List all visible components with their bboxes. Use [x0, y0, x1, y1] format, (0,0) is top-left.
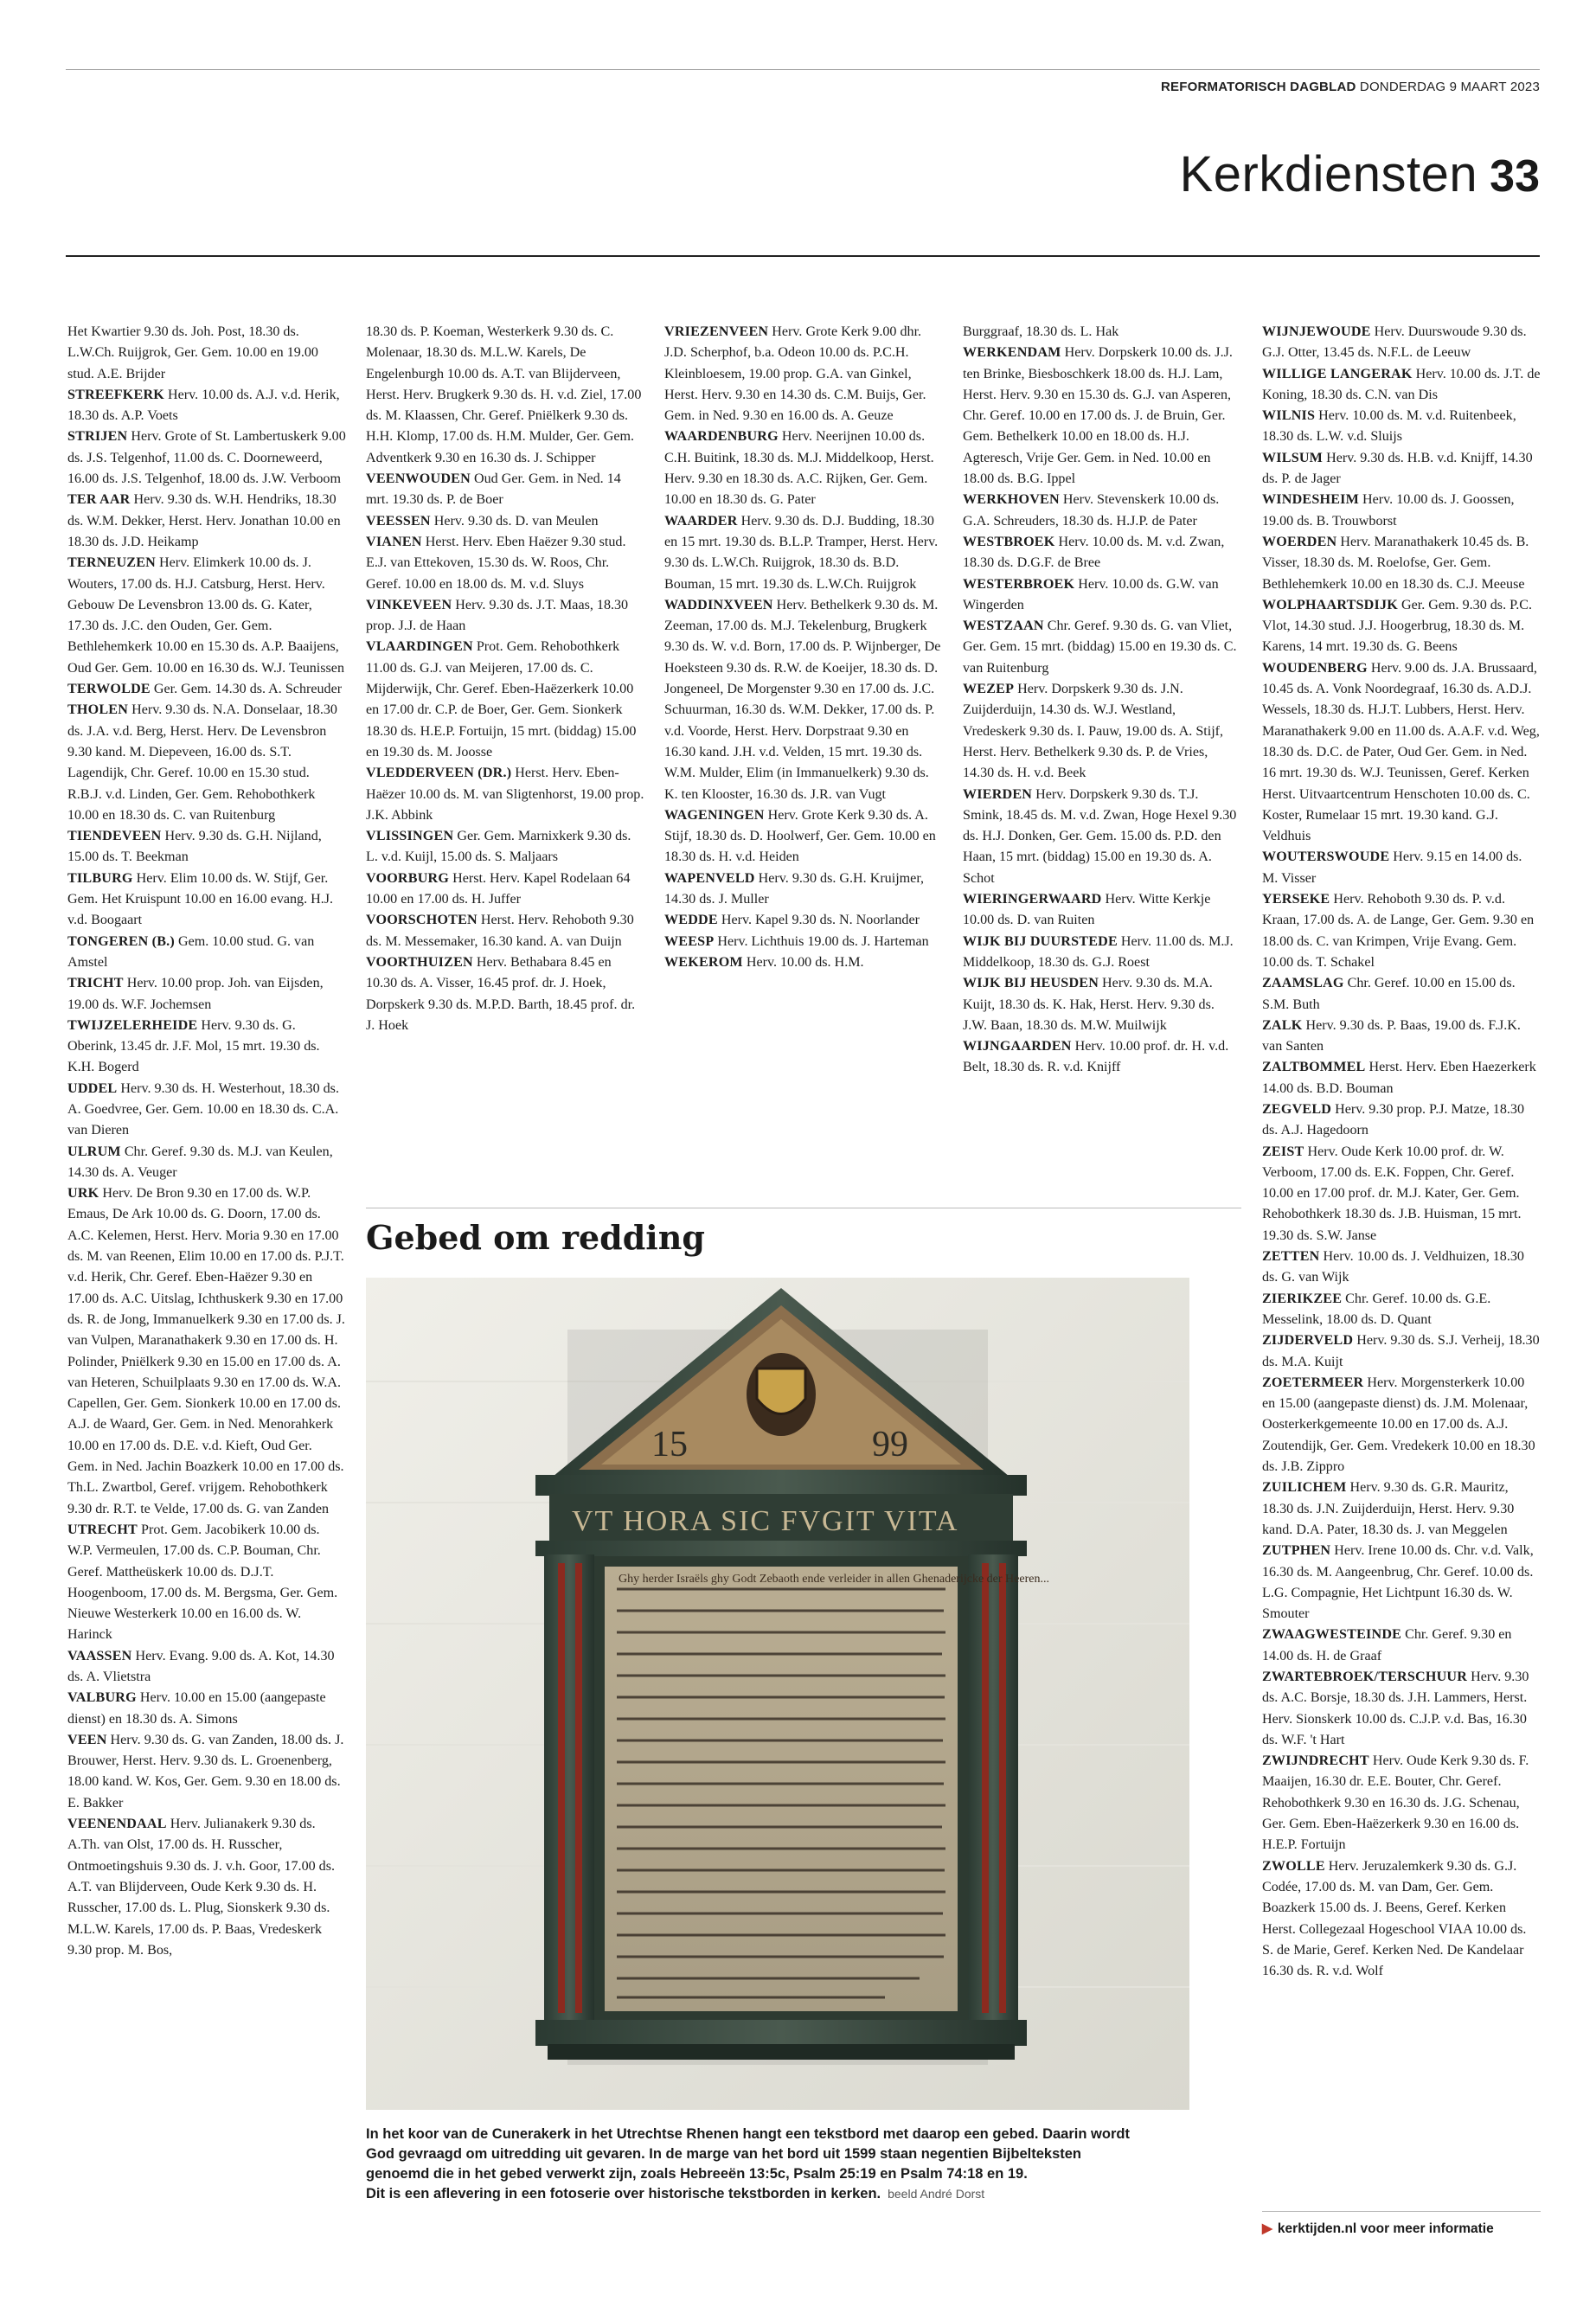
place-name: WESTZAAN	[963, 619, 1044, 634]
service-details: Herv. 9.15 en 14.00 ds. M. Visser	[1262, 849, 1522, 886]
church-listing	[1262, 1057, 1541, 1099]
service-details: Herv. Bethabara 8.45 en 10.30 ds. A. Visser, 16.45 prof. dr. J. Hoek, Dorpskerk 9.30 ds. M.P.D. Barth, 18.45 prof. dr. J. Hoek	[366, 954, 636, 1033]
place-name: WEESP	[664, 933, 715, 949]
place-name: WOUDENBERG	[1262, 660, 1368, 676]
service-details: Herv. 9.30 ds. G. Oberink, 13.45 dr. J.F. Mol, 15 mrt. 19.30 ds. K.H. Bogerd	[67, 1017, 320, 1075]
church-listing	[664, 426, 943, 510]
service-details: Herv. 10.00 ds. J.T. de Koning, 18.30 ds. C.N. van Dis	[1262, 366, 1541, 402]
church-listing	[67, 1016, 346, 1079]
masthead-date: DONDERDAG 9 MAART 2023	[1359, 80, 1540, 94]
church-listing	[67, 322, 346, 385]
section-header	[1180, 145, 1540, 203]
place-name: WAGENINGEN	[664, 807, 765, 823]
place-name: VLAARDINGEN	[366, 639, 473, 655]
church-listing	[1262, 1016, 1541, 1058]
church-listing	[1262, 364, 1541, 407]
church-listing	[67, 553, 346, 679]
service-details: Chr. Geref. 9.30 ds. M.J. van Keulen, 14.30 ds. A. Veuger	[67, 1144, 333, 1180]
place-name: WINDESHEIM	[1262, 492, 1359, 508]
place-name: WIJNJEWOUDE	[1262, 324, 1371, 339]
place-name: ZEGVELD	[1262, 1101, 1332, 1117]
church-listing	[1262, 1247, 1541, 1289]
service-details: Herv. 9.30 ds. W.H. Hendriks, 18.30 ds. W.M. Dekker, Herst. Herv. Jonathan 10.00 en 18.30 ds. J.D. Heikamp	[67, 492, 341, 549]
service-details: Herv. 10.00 prof. dr. H. v.d. Belt, 18.30 ds. R. v.d. Knijff	[963, 1039, 1229, 1075]
church-listing	[67, 973, 346, 1016]
service-details: Het Kwartier 9.30 ds. Joh. Post, 18.30 ds. L.W.Ch. Ruijgrok, Ger. Gem. 10.00 en 19.00 stud. A.E. Brijder	[67, 324, 318, 381]
article-headline: Gebed om redding	[366, 1218, 705, 1257]
service-details: Herv. Grote of St. Lambertuskerk 9.00 ds. J.S. Telgenhof, 11.00 ds. C. Doorneweerd, 16.00 ds. J.S. Telgenhof, 18.00 ds. J.W. Verboom	[67, 429, 346, 487]
place-name: ULRUM	[67, 1144, 121, 1159]
church-listing	[366, 826, 644, 868]
text-board-illustration	[366, 1278, 1189, 2110]
service-details: Herv. Dorpskerk 10.00 ds. J.J. ten Brinke, Biesboschkerk 18.00 ds. H.J. Lam, Herst. Herv. 9.30 en 15.30 ds. G.J. van Asperen, Chr. Geref. 10.00 en 17.00 ds. J. de Bruin, Ger. Gem. Bethelkerk 10.00 en 18.00 ds. H.J. Agteresch, Vrije Ger. Gem. in Ned. 10.00 en 18.00 ds. B.G. Ippel	[963, 345, 1233, 487]
service-details: Herv. Stevenskerk 10.00 ds. G.A. Schreuders, 18.30 ds. H.J.P. de Pater	[963, 492, 1220, 529]
place-name: VOORSCHOTEN	[366, 913, 478, 928]
kerktijden-link[interactable]	[1262, 2211, 1541, 2237]
listing-column-5	[1262, 322, 1541, 1982]
service-details: Oud Ger. Gem. in Ned. 14 mrt. 19.30 ds. P. de Boer	[366, 471, 621, 508]
service-details: Herv. Elim 10.00 ds. W. Stijf, Ger. Gem. Het Kruispunt 10.00 en 16.00 evang. H.J. v.d. Boogaart	[67, 870, 334, 928]
service-details: Herv. 9.00 ds. J.A. Brussaard, 10.45 ds. A. Vonk Noordegraaf, 16.30 ds. A.D.J. Wessels, 18.30 ds. H.J.T. Lubbers, Herst. Herv. Maranathakerk 9.00 en 11.00 ds. A.A.F. v.d. Weg, 18.30 ds. D.C. de Pater, Oud Ger. Gem. in Ned. 16 mrt. 19.30 ds. W.J. Teunissen, Geref. Kerken Herst. Uitvaartcentrum Henschoten 10.00 ds. C. Koster, Rumelaar 15 mrt. 19.30 kand. G.J. Veldhuis	[1262, 660, 1540, 844]
church-listing	[963, 490, 1241, 532]
place-name: ZIERIKZEE	[1262, 1291, 1343, 1306]
place-name: VLISSINGEN	[366, 829, 454, 844]
service-details: Chr. Geref. 10.00 en 15.00 ds. S.M. Buth	[1262, 976, 1516, 1012]
service-details: Herv. Oude Kerk 9.30 ds. F. Maaijen, 16.30 dr. E.E. Bouter, Chr. Geref. Rehobothkerk 9.30 en 16.30 ds. J.G. Schenau, Ger. Gem. Eben-Haëzerkerk 9.30 en 16.00 ds. H.E.P. Fortuijn	[1262, 1753, 1529, 1853]
service-details: Gem. 10.00 stud. G. van Amstel	[67, 933, 315, 970]
service-details: Ger. Gem. 9.30 ds. P.C. Vlot, 14.30 stud. J.J. Hoogerbrug, 18.30 ds. M. Karens, 14 mrt. 19.30 ds. G. Beens	[1262, 597, 1533, 655]
church-listing	[67, 426, 346, 490]
service-details: Herv. Duurswoude 9.30 ds. G.J. Otter, 13.45 ds. N.F.L. de Leeuw	[1262, 324, 1527, 361]
place-name: ZWARTEBROEK/TERSCHUUR	[1262, 1670, 1468, 1684]
service-details: Herv. 9.30 prop. P.J. Matze, 18.30 ds. A.J. Hagedoorn	[1262, 1101, 1525, 1138]
church-listing	[664, 511, 943, 595]
church-listing	[1262, 1751, 1541, 1856]
place-name: WOLPHAARTSDIJK	[1262, 597, 1398, 612]
service-details: Herv. 9.30 ds. D. van Meulen	[430, 513, 599, 529]
church-listing	[67, 385, 346, 427]
kerktijden-text: kerktijden.nl voor meer informatie	[1277, 2221, 1494, 2236]
church-listing	[67, 679, 346, 700]
place-name: VOORTHUIZEN	[366, 954, 473, 970]
place-name: VINKEVEEN	[366, 597, 452, 612]
place-name: VAASSEN	[67, 1648, 132, 1663]
church-listing	[963, 932, 1241, 974]
place-name: WILNIS	[1262, 408, 1316, 424]
church-listing	[366, 763, 644, 826]
place-name: WILLIGE LANGERAK	[1262, 366, 1413, 381]
place-name: VEENWOUDEN	[366, 471, 471, 487]
church-listing	[664, 595, 943, 805]
church-listing	[1262, 1541, 1541, 1625]
service-details: Herv. Dorpskerk 9.30 ds. T.J. Smink, 18.45 ds. M. v.d. Zwan, Hoge Hexel 9.30 ds. H.J. Donken, Ger. Gem. 15.00 ds. P.D. den Haan, 15 mrt. (biddag) 15.00 en 19.30 ds. A. Schot	[963, 786, 1237, 886]
place-name: VLEDDERVEEN (DR.)	[366, 766, 512, 781]
caption-series-note: Dit is een aflevering in een fotoserie over historische tekstborden in kerken.	[366, 2186, 881, 2202]
place-name: ZETTEN	[1262, 1249, 1320, 1265]
church-listing	[67, 1688, 346, 1730]
place-name: WIJK BIJ HEUSDEN	[963, 976, 1099, 991]
service-details: Herv. Bethelkerk 9.30 ds. M. Zeeman, 17.00 ds. M.J. Tekelenburg, Brugkerk 9.30 ds. W. v.d. Born, 17.00 ds. P. Wijnberger, De Hoeksteen 9.30 ds. R.W. de Koeijer, 18.30 ds. D. Jongeneel, De Morgenster 9.30 en 17.00 ds. J.C. Schuurman, 16.30 ds. W.M. Dekker, 17.00 ds. P. v.d. Voorde, Herst. Herv. Dorpstraat 9.30 en 16.30 kand. J.H. v.d. Velden, 15 mrt. 19.30 ds. W.M. Mulder, Elim (in Immanuelkerk) 9.30 ds. K. ten Klooster, 16.30 ds. J.R. van Vugt	[664, 597, 941, 802]
service-details: Herv. Julianakerk 9.30 ds. A.Th. van Olst, 17.00 ds. H. Russcher, Ontmoetingshuis 9.30 ds. J. v.h. Goor, 17.00 ds. A.T. van Blijderveen, Oude Kerk 9.30 ds. H. Russcher, 17.00 ds. L. Plug, Sionskerk 9.30 ds. M.L.W. Karels, 17.00 ds. P. Baas, Vredeskerk 9.30 prop. M. Bos,	[67, 1817, 336, 1958]
service-details: Herv. Evang. 9.00 ds. A. Kot, 14.30 ds. A. Vlietstra	[67, 1648, 335, 1684]
church-listing	[963, 616, 1241, 679]
church-listing	[67, 700, 346, 826]
service-details: Chr. Geref. 10.00 ds. G.E. Messelink, 18.00 ds. D. Quant	[1262, 1291, 1491, 1327]
place-name: TILBURG	[67, 870, 133, 886]
service-details: Herv. 10.00 ds. M. v.d. Ruitenbeek, 18.30 ds. L.W. v.d. Sluijs	[1262, 408, 1516, 445]
church-listing	[67, 1814, 346, 1961]
service-details: Herv. Oude Kerk 10.00 prof. dr. W. Verboom, 17.00 ds. E.K. Foppen, Chr. Geref. 10.00 en 17.00 prof. dr. M.J. Kater, Ger. Gem. Rehobothkerk 18.30 ds. J.B. Huisman, 15 mrt. 19.30 ds. S.W. Janse	[1262, 1144, 1522, 1243]
church-listing	[664, 805, 943, 868]
church-listing	[366, 322, 644, 469]
service-details: Herv. 9.30 ds. H.B. v.d. Knijff, 14.30 ds. P. de Jager	[1262, 450, 1533, 487]
listing-column-3	[664, 322, 943, 973]
church-listing	[664, 932, 943, 952]
church-listing	[963, 973, 1241, 1036]
service-details: Herv. 10.00 ds. H.M.	[742, 954, 864, 970]
church-listing	[1262, 595, 1541, 658]
church-listing	[67, 1520, 346, 1646]
church-listing	[963, 889, 1241, 932]
place-name: ZIJDERVELD	[1262, 1333, 1354, 1349]
place-name: VEESSEN	[366, 513, 431, 529]
service-details: Herv. 9.30 ds. G.H. Nijland, 15.00 ds. T. Beekman	[67, 829, 322, 865]
church-listing	[664, 322, 943, 426]
church-listing	[1262, 490, 1541, 532]
article-photo	[366, 1278, 1189, 2110]
service-details: Herv. 9.30 ds. A.C. Borsje, 18.30 ds. J.H. Lammers, Herst. Herv. Sionskerk 10.00 ds. C.J.P. v.d. Bas, 16.30 ds. W.F. 't Hart	[1262, 1670, 1529, 1747]
place-name: ZUTPHEN	[1262, 1543, 1331, 1559]
service-details: Ger. Gem. Marnixkerk 9.30 ds. L. v.d. Kuijl, 15.00 ds. S. Maljaars	[366, 829, 631, 865]
place-name: TRICHT	[67, 976, 124, 991]
service-details: Burggraaf, 18.30 ds. L. Hak	[963, 324, 1119, 339]
church-listing	[1262, 889, 1541, 973]
church-listing	[67, 1079, 346, 1142]
service-details: Herv. Dorpskerk 9.30 ds. J.N. Zuijderduijn, 14.30 ds. W.J. Westland, Vredeskerk 9.30 ds. I. Pauw, 19.00 ds. A. Stijf, Herst. Herv. Bethelkerk 9.30 ds. P. de Vries, 14.30 ds. H. v.d. Beek	[963, 682, 1224, 781]
photo-credit: beeld André Dorst	[888, 2187, 985, 2201]
place-name: YERSEKE	[1262, 892, 1330, 907]
place-name: VEEN	[67, 1732, 107, 1747]
place-name: UDDEL	[67, 1080, 118, 1096]
service-details: Herv. 9.30 ds. G. van Zanden, 18.00 ds. J. Brouwer, Herst. Herv. 9.30 ds. L. Groenenberg, 18.00 kand. W. Kos, Ger. Gem. 9.30 en 18.00 ds. E. Bakker	[67, 1732, 344, 1811]
board-year-left: 15	[651, 1425, 688, 1465]
service-details: Herv. Elimkerk 10.00 ds. J. Wouters, 17.00 ds. H.J. Catsburg, Herst. Herv. Gebouw De Levensbron 13.00 ds. G. Kater, 17.30 ds. J.C. den Ouden, Ger. Gem. Bethlehemkerk 10.00 en 15.30 ds. A.P. Baaijens, Oud Ger. Gem. 10.00 en 16.30 ds. W.J. Teunissen	[67, 555, 344, 676]
church-listing	[963, 574, 1241, 617]
place-name: WERKHOVEN	[963, 492, 1060, 508]
service-details: Herv. 10.00 ds. J. Veldhuizen, 18.30 ds. G. van Wijk	[1262, 1249, 1524, 1285]
place-name: WIJNGAARDEN	[963, 1039, 1072, 1054]
masthead	[1161, 80, 1540, 94]
service-details: Herv. Irene 10.00 ds. Chr. v.d. Valk, 16.30 ds. M. Aangeenbrug, Chr. Geref. 10.00 ds. L.G. Compagnie, Het Lichtpunt 16.30 ds. W. Smouter	[1262, 1543, 1534, 1622]
place-name: ZALTBOMMEL	[1262, 1060, 1366, 1075]
church-listing	[664, 952, 943, 973]
service-details: Herv. 10.00 prop. Joh. van Eijsden, 19.00 ds. W.F. Jochemsen	[67, 976, 324, 1012]
caption-series-line	[366, 2184, 1144, 2204]
service-details: Herv. 9.30 ds. M.A. Kuijt, 18.30 ds. K. Hak, Herst. Herv. 9.30 ds. J.W. Baan, 18.30 ds. M.W. Muilwijk	[963, 976, 1215, 1033]
church-listing	[1262, 1373, 1541, 1477]
place-name: STRIJEN	[67, 429, 128, 445]
place-name: VIANEN	[366, 534, 422, 549]
place-name: WESTBROEK	[963, 534, 1055, 549]
caption-text: In het koor van de Cunerakerk in het Utrechtse Rhenen hangt een tekstbord met daarop een gebed. Daarin wordt God gevraagd om uitredding uit gevaren. In de marge van het bord uit 1599 staan negentien Bijbelteksten genoemd die in het gebed verwerkt zijn, zoals Hebreeën 13:5c, Psalm 25:19 en Psalm 74:18 en 19.	[366, 2126, 1130, 2182]
church-listing	[1262, 1099, 1541, 1142]
service-details: Herst. Herv. Rehoboth 9.30 ds. M. Messemaker, 16.30 kand. A. van Duijn	[366, 913, 634, 949]
church-listing	[67, 1646, 346, 1689]
masthead-paper: REFORMATORISCH DAGBLAD	[1161, 80, 1356, 94]
church-listing	[963, 343, 1241, 490]
service-details: Herst. Herv. Eben Haezerkerk 14.00 ds. B.D. Bouman	[1262, 1060, 1536, 1096]
service-details: Herst. Herv. Kapel Rodelaan 64 10.00 en 17.00 ds. H. Juffer	[366, 870, 631, 907]
place-name: ZEIST	[1262, 1144, 1304, 1159]
service-details: Herv. 9.30 ds. P. Baas, 19.00 ds. F.J.K. van Santen	[1262, 1017, 1521, 1054]
church-listing	[664, 910, 943, 931]
section-name: Kerkdiensten	[1179, 146, 1478, 202]
arrow-right-icon: ▶	[1262, 2221, 1272, 2236]
service-details: Herv. Rehoboth 9.30 ds. P. v.d. Kraan, 17.00 ds. A. de Lange, Ger. Gem. 9.30 en 18.00 ds. C. van Krimpen, Vrije Evang. Gem. 10.00 ds. T. Schakel	[1262, 892, 1535, 970]
church-listing	[664, 868, 943, 911]
place-name: TWIJZELERHEIDE	[67, 1017, 198, 1033]
top-rule	[66, 69, 1540, 70]
church-listing	[67, 1142, 346, 1184]
service-details: Herv. 11.00 ds. M.J. Middelkoop, 18.30 ds. G.J. Roest	[963, 933, 1234, 970]
church-listing	[963, 785, 1241, 889]
place-name: TERWOLDE	[67, 682, 151, 697]
service-details: Herv. Witte Kerkje 10.00 ds. D. van Ruiten	[963, 892, 1211, 928]
place-name: THOLEN	[67, 702, 129, 718]
church-listing	[963, 679, 1241, 784]
church-listing	[1262, 1330, 1541, 1373]
place-name: VOORBURG	[366, 870, 450, 886]
church-listing	[1262, 532, 1541, 595]
church-listing	[1262, 658, 1541, 848]
church-listing	[963, 322, 1241, 343]
service-details: Herv. 9.30 ds. D.J. Budding, 18.30 en 15 mrt. 19.30 ds. B.L.P. Tramper, Herst. Herv. 9.30 ds. L.W.Ch. Ruijgrok, 18.30 ds. B.D. Bouman, 15 mrt. 19.30 ds. L.W.Ch. Ruijgrok	[664, 513, 939, 592]
place-name: ZWIJNDRECHT	[1262, 1753, 1369, 1769]
church-listing	[1262, 1477, 1541, 1541]
service-details: Prot. Gem. Rehobothkerk 11.00 ds. G.J. van Meijeren, 17.00 ds. C. Mijderwijk, Chr. Geref. Eben-Haëzerkerk 10.00 en 17.00 dr. C.P. de Boer, Ger. Gem. Sionkerk 18.30 ds. H.E.P. Fortuijn, 15 mrt. (biddag) 15.00 en 19.30 ds. M. Joosse	[366, 639, 637, 760]
church-listing	[67, 490, 346, 553]
service-details: Herst. Herv. Eben-Haëzer 10.00 ds. M. van Sligtenhorst, 19.00 prop. J.K. Abbink	[366, 766, 644, 823]
service-details: Herv. Grote Kerk 9.00 dhr. J.D. Scherphof, b.a. Odeon 10.00 ds. P.C.H. Kleinbloesem, 19.00 prop. G.A. van Ginkel, Herst. Herv. 9.30 en 14.30 ds. C.M. Buijs, Ger. Gem. in Ned. 9.30 en 16.00 ds. A. Geuze	[664, 324, 926, 424]
place-name: WIERDEN	[963, 786, 1033, 802]
place-name: ZAAMSLAG	[1262, 976, 1344, 991]
place-name: VALBURG	[67, 1690, 137, 1706]
service-details: Herv. 10.00 ds. A.J. v.d. Herik, 18.30 ds. A.P. Voets	[67, 387, 340, 424]
place-name: WILSUM	[1262, 450, 1324, 465]
place-name: WESTERBROEK	[963, 576, 1075, 592]
church-listing	[1262, 1142, 1541, 1247]
place-name: WIERINGERWAARD	[963, 892, 1102, 907]
place-name: ZUILICHEM	[1262, 1480, 1347, 1496]
place-name: UTRECHT	[67, 1522, 138, 1537]
service-details: Herv. Grote Kerk 9.30 ds. A. Stijf, 18.30 ds. D. Hoolwerf, Ger. Gem. 10.00 en 18.30 ds. H. v.d. Heiden	[664, 807, 936, 865]
service-details: Ger. Gem. 14.30 ds. A. Schreuder	[150, 682, 343, 697]
place-name: TIENDEVEEN	[67, 829, 162, 844]
church-listing	[366, 469, 644, 511]
place-name: VEENENDAAL	[67, 1817, 167, 1832]
place-name: WIJK BIJ DUURSTEDE	[963, 933, 1118, 949]
church-listing	[67, 1183, 346, 1520]
church-listing	[963, 1036, 1241, 1079]
service-details: Herv. 9.30 ds. S.J. Verheij, 18.30 ds. M.A. Kuijt	[1262, 1333, 1540, 1369]
church-listing	[67, 826, 346, 868]
place-name: WAARDER	[664, 513, 738, 529]
place-name: ZWOLLE	[1262, 1858, 1325, 1874]
service-details: Herv. 10.00 ds. G.W. van Wingerden	[963, 576, 1219, 612]
place-name: TER AAR	[67, 492, 131, 508]
place-name: WEDDE	[664, 913, 718, 928]
service-details: Herv. 9.30 ds. G.R. Mauritz, 18.30 ds. J.N. Zuijderduijn, Herst. Herv. 9.30 kand. D.A. Pater, 18.30 ds. J. van Meggelen	[1262, 1480, 1515, 1537]
service-details: Herv. Morgensterkerk 10.00 en 15.00 (aangepaste dienst) ds. J.M. Molenaar, Oosterkerkgemeente 10.00 en 17.00 ds. A.J. Zoutendijk, Ger. Gem. Vredekerk 10.00 en 18.30 ds. J.B. Zippro	[1262, 1375, 1535, 1475]
church-listing	[67, 868, 346, 932]
place-name: STREEFKERK	[67, 387, 165, 402]
church-listing	[1262, 1667, 1541, 1751]
place-name: WADDINXVEEN	[664, 597, 773, 612]
board-text-fragment: Ghy herder Israëls ghy Godt Zebaoth ende verleider in allen Ghenaderijcke der Heeren...	[619, 1573, 1049, 1586]
service-details: Herv. Jeruzalemkerk 9.30 ds. G.J. Codée, 17.00 ds. M. van Dam, Ger. Gem. Boazkerk 15.00 ds. J. Beens, Geref. Kerken Herst. Collegezaal Hogeschool VIAA 10.00 ds. S. de Marie, Geref. Kerken Ned. De Kandelaar 16.30 ds. R. v.d. Wolf	[1262, 1858, 1527, 1979]
page-number: 33	[1490, 151, 1540, 202]
church-listing	[1262, 1856, 1541, 1983]
listing-column-4	[963, 322, 1241, 1079]
church-listing	[963, 532, 1241, 574]
church-listing	[366, 910, 644, 952]
listing-column-1	[67, 322, 346, 1961]
service-details: Herv. 10.00 ds. J. Goossen, 19.00 ds. B. Trouwborst	[1262, 492, 1515, 529]
header-rule	[66, 255, 1540, 257]
service-details: 18.30 ds. P. Koeman, Westerkerk 9.30 ds. C. Molenaar, 18.30 ds. M.L.W. Karels, De Engelenburgh 10.00 ds. A.T. van Blijderveen, Herst. Herv. Brugkerk 9.30 ds. H. v.d. Ziel, 17.00 ds. M. Klaassen, Chr. Geref. Pniëlkerk 9.30 ds. H.H. Klomp, 17.00 ds. H.M. Mulder, Ger. Gem. Adventkerk 9.30 en 16.30 ds. J. Schipper	[366, 324, 642, 465]
church-listing	[1262, 1289, 1541, 1331]
place-name: WOUTERSWOUDE	[1262, 849, 1390, 865]
church-listing	[366, 637, 644, 763]
church-listing	[1262, 1625, 1541, 1667]
church-listing	[366, 511, 644, 532]
place-name: WAPENVELD	[664, 870, 755, 886]
place-name: WEZEP	[963, 682, 1015, 697]
place-name: TERNEUZEN	[67, 555, 156, 571]
service-details: Herv. De Bron 9.30 en 17.00 ds. W.P. Emaus, De Ark 10.00 ds. G. Doorn, 17.00 ds. A.C. Kelemen, Herst. Herv. Moria 9.30 en 17.00 ds. M. van Reenen, Elim 10.00 en 17.00 ds. P.J.T. v.d. Herik, Chr. Geref. Eben-Haëzer 9.30 en 17.00 ds. A.C. Uitslag, Ichthuskerk 9.30 en 17.00 ds. R. de Jong, Immanuelkerk 9.30 en 17.00 ds. J. van Vulpen, Maranathakerk 9.30 en 17.00 ds. H. Polinder, Pniëlkerk 9.30 en 15.00 en 17.00 ds. A. van Heteren, Schuilplaats 9.30 en 17.00 ds. W.A. Capellen, Ger. Gem. Sionkerk 10.00 en 17.00 ds. A.J. de Waard, Ger. Gem. in Ned. Menorahkerk 10.00 en 17.00 ds. D.E. v.d. Kieft, Oud Ger. Gem. in Ned. Jachin Boazkerk 10.00 en 17.00 ds. Th.L. Zwartbol, Geref. vrijgem. Rehobothkerk 9.30 dr. R.T. te Velde, 17.00 ds. G. van Zanden	[67, 1186, 345, 1516]
church-listing	[366, 595, 644, 638]
service-details: Herv. Neerijnen 10.00 ds. C.H. Buitink, 18.30 ds. M.J. Middelkoop, Herst. Herv. 9.30 en 18.30 ds. A.C. Rijken, Ger. Gem. 10.00 en 18.30 ds. G. Pater	[664, 429, 934, 508]
church-listing	[1262, 973, 1541, 1016]
place-name: WERKENDAM	[963, 345, 1061, 361]
church-listing	[1262, 406, 1541, 448]
church-listing	[1262, 847, 1541, 889]
place-name: WAARDENBURG	[664, 429, 779, 445]
service-details: Herv. Maranathakerk 10.45 ds. B. Visser, 18.30 ds. M. Roelofse, Ger. Gem. Bethlehemkerk 10.00 en 18.30 ds. C.J. Meeuse	[1262, 534, 1529, 592]
church-listing	[67, 932, 346, 974]
church-listing	[1262, 322, 1541, 364]
service-details: Herv. Kapel 9.30 ds. N. Noorlander	[717, 913, 920, 928]
board-year-right: 99	[872, 1425, 908, 1465]
place-name: VRIEZENVEEN	[664, 324, 769, 339]
service-details: Herst. Herv. Eben Haëzer 9.30 stud. E.J. van Ettekoven, 15.30 ds. W. Roos, Chr. Geref. 10.00 en 18.00 ds. M. v.d. Sluys	[366, 534, 626, 592]
board-motto: VT HORA SIC FVGIT VITA	[572, 1505, 959, 1537]
service-details: Herv. 10.00 ds. M. v.d. Zwan, 18.30 ds. D.G.F. de Bree	[963, 534, 1225, 571]
photo-caption	[366, 2125, 1144, 2204]
service-details: Herv. Lichthuis 19.00 ds. J. Harteman	[714, 933, 929, 949]
place-name: TONGEREN (B.)	[67, 933, 175, 949]
church-listing	[366, 532, 644, 595]
place-name: ZOETERMEER	[1262, 1375, 1364, 1390]
place-name: WOERDEN	[1262, 534, 1337, 549]
service-details: Herv. 10.00 en 15.00 (aangepaste dienst) en 18.30 ds. A. Simons	[67, 1690, 326, 1727]
place-name: WEKEROM	[664, 954, 743, 970]
place-name: URK	[67, 1186, 99, 1202]
church-listing	[366, 952, 644, 1036]
service-details: Herv. 9.30 ds. G.H. Kruijmer, 14.30 ds. J. Muller	[664, 870, 925, 907]
service-details: Herv. 9.30 ds. H. Westerhout, 18.30 ds. A. Goedvree, Ger. Gem. 10.00 en 18.30 ds. C.A. van Dieren	[67, 1080, 339, 1138]
church-listing	[366, 868, 644, 911]
place-name: ZWAAGWESTEINDE	[1262, 1627, 1402, 1643]
listing-column-2	[366, 322, 644, 1036]
church-listing	[67, 1730, 346, 1814]
church-listing	[1262, 448, 1541, 490]
service-details: Prot. Gem. Jacobikerk 10.00 ds. W.P. Vermeulen, 17.00 ds. C.P. Bouman, Chr. Geref. Mattheüskerk 10.00 ds. D.J.T. Hoogenboom, 17.00 ds. M. Bergsma, Ger. Gem. Nieuwe Westerkerk 10.00 en 16.00 ds. W. Harinck	[67, 1522, 338, 1643]
service-details: Chr. Geref. 9.30 ds. G. van Vliet, Ger. Gem. 15 mrt. (biddag) 15.00 en 19.30 ds. C. van Ruitenburg	[963, 619, 1237, 676]
place-name: ZALK	[1262, 1017, 1303, 1033]
service-details: Chr. Geref. 9.30 en 14.00 ds. H. de Graaf	[1262, 1627, 1512, 1663]
service-details: Herv. 9.30 ds. J.T. Maas, 18.30 prop. J.J. de Haan	[366, 597, 629, 634]
service-details: Herv. 9.30 ds. N.A. Donselaar, 18.30 ds. J.A. v.d. Berg, Herst. Herv. De Levensbron 9.30 kand. M. Diepeveen, 16.00 ds. S.T. Lagendijk, Chr. Geref. 10.00 en 15.30 stud. R.B.J. v.d. Linden, Ger. Gem. Rehobothkerk 10.00 en 18.30 ds. C. van Ruitenburg	[67, 702, 337, 823]
